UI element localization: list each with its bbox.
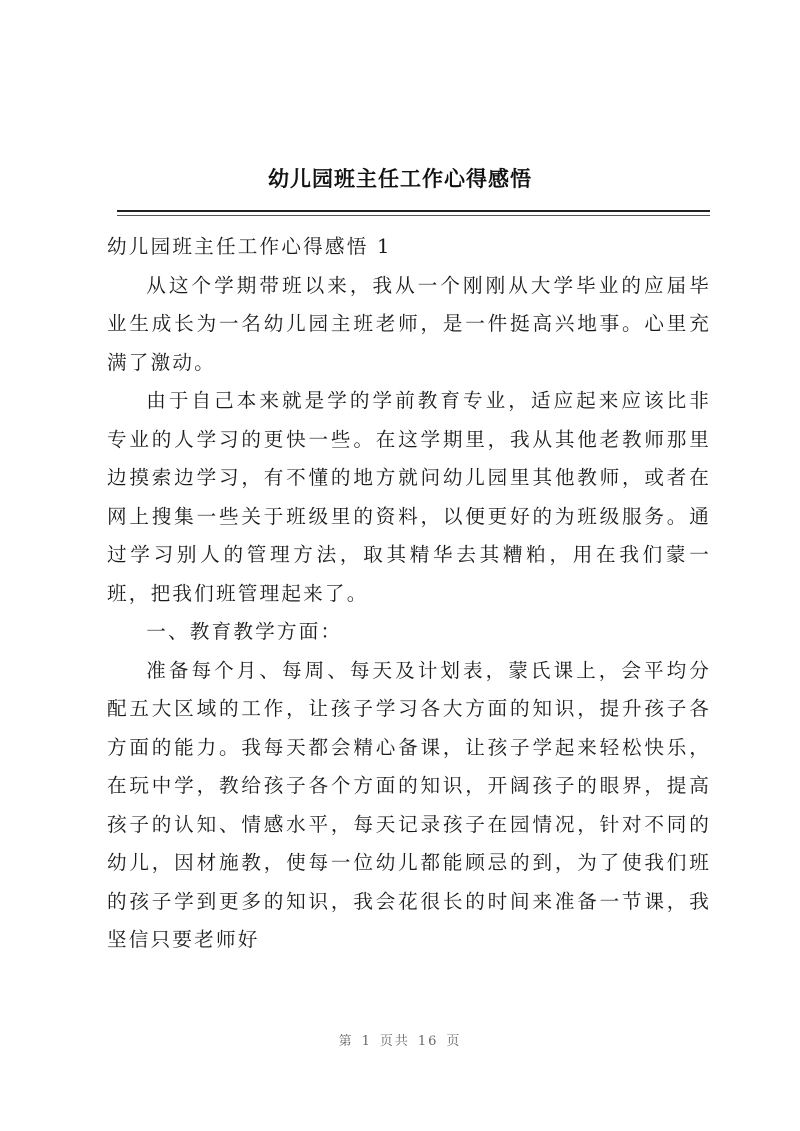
footer-total-pages: 16 bbox=[417, 1034, 439, 1049]
section-heading: 幼儿园班主任工作心得感悟 1 bbox=[107, 235, 392, 258]
footer-prefix: 第 bbox=[338, 1034, 354, 1049]
paragraph-1: 从这个学期带班以来，我从一个刚刚从大学毕业的应届毕业生成长为一名幼儿园主班老师，是一件挺高兴地事。心里充满了激动。 bbox=[107, 273, 711, 374]
page-footer bbox=[0, 1030, 800, 1049]
footer-mid: 页共 bbox=[379, 1034, 410, 1049]
document-title: 幼儿园班主任工作心得感悟 bbox=[268, 167, 532, 191]
title-rule-thin bbox=[117, 215, 710, 216]
footer-current-page: 1 bbox=[361, 1034, 372, 1049]
paragraph-2: 由于自己本来就是学的学前教育专业，适应起来应该比非专业的人学习的更快一些。在这学期里，我从其他老教师那里边摸索边学习，有不懂的地方就问幼儿园里其他教师，或者在网上搜集一些关于班级里的资料，以便更好的为班级服务。通过学习别人的管理方法，取其精华去其糟粕，用在我们蒙一班，把我们班管理起来了。 bbox=[107, 389, 711, 605]
title-rule-thick bbox=[117, 210, 710, 212]
footer-suffix: 页 bbox=[446, 1034, 462, 1049]
paragraph-3: 一、教育教学方面： bbox=[146, 620, 343, 643]
document-body bbox=[107, 228, 711, 960]
paragraph-4: 准备每个月、每周、每天及计划表，蒙氏课上，会平均分配五大区域的工作，让孩子学习各大方面的知识，提升孩子各方面的能力。我每天都会精心备课，让孩子学起来轻松快乐，在玩中学，教给孩子各个方面的知识，开阔孩子的眼界，提高孩子的认知、情感水平，每天记录孩子在园情况，针对不同的幼儿，因材施教，使每一位幼儿都能顾忌的到，为了使我们班的孩子学到更多的知识，我会花很长的时间来准备一节课，我坚信只要老师好 bbox=[107, 658, 711, 951]
